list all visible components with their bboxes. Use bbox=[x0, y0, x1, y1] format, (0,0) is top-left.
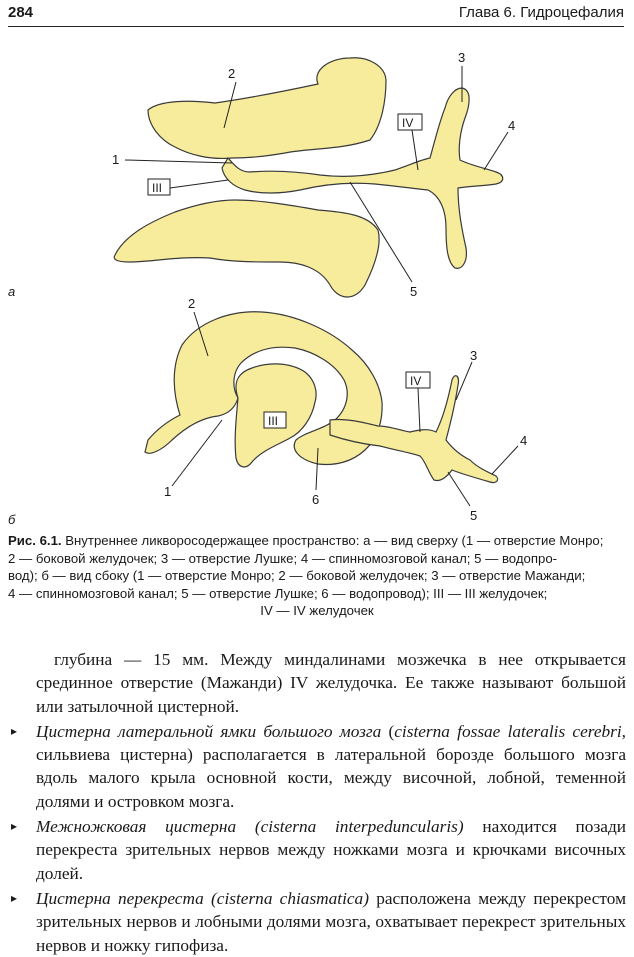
bullet-1-open: ( bbox=[381, 721, 395, 741]
leader-bIV bbox=[418, 388, 420, 432]
caption-line-3: вод); б — вид сбоку (1 — отверстие Монро; 2 — боковой желудочек; 3 — отверстие Мажанди; bbox=[8, 568, 586, 584]
panel-a-drawing bbox=[8, 50, 515, 299]
chapter-title: Глава 6. Гидроцефалия bbox=[458, 4, 624, 21]
label-b-4: 4 bbox=[520, 433, 528, 448]
label-a-5: 5 bbox=[410, 284, 418, 299]
header-rule bbox=[8, 26, 624, 27]
body-text bbox=[11, 648, 627, 957]
figure-ventricles bbox=[0, 30, 634, 530]
label-b-1: 1 bbox=[164, 484, 172, 499]
bullet-1-text: , сильвиева цистерна) располагается в латеральной борозде большого мозга вдоль малого крыла основной кости, между височной, лобной, теменной долями и островком мозга. bbox=[36, 721, 626, 811]
label-a-IV: IV bbox=[402, 116, 414, 130]
leader-a4 bbox=[484, 132, 508, 170]
bullet-2 bbox=[11, 815, 626, 885]
caption-line-4: 4 — спинномозговой канал; 5 — отверстие Лушке; 6 — водопровод); III — III желудочек; bbox=[8, 585, 548, 601]
label-a-4: 4 bbox=[508, 118, 516, 133]
label-b-2: 2 bbox=[188, 296, 196, 311]
leader-b4 bbox=[492, 446, 518, 474]
caption-line-2: 2 — боковой желудочек; 3 — отверстие Лушке; 4 — спинномозговой канал; 5 — водопро- bbox=[8, 550, 558, 566]
bullet-marker-icon: ▸ bbox=[11, 890, 18, 905]
bullet-2-text: находится позади перекреста зрительных нервов между ножками мозга и крючками височных долей. bbox=[36, 817, 626, 883]
page-number: 284 bbox=[8, 4, 34, 21]
label-b-III: III bbox=[268, 414, 279, 428]
bullet-marker-icon: ▸ bbox=[11, 723, 18, 738]
bullet-1-latin: cisterna fossae lateralis cerebri bbox=[394, 721, 622, 741]
label-a-2: 2 bbox=[228, 66, 236, 81]
lateral-ventricle-upper bbox=[148, 58, 386, 159]
panel-b-drawing bbox=[8, 296, 527, 527]
label-b-5: 5 bbox=[470, 508, 478, 523]
leader-aIII bbox=[170, 180, 228, 188]
bullet-3 bbox=[11, 887, 627, 957]
paragraph-1: глубина — 15 мм. Между миндалинами мозжечка в нее открывается срединное отверстие (Мажанди) IV желудочка. Ее также называют большой или затылочной цистерной. bbox=[36, 650, 626, 716]
bullet-marker-icon: ▸ bbox=[11, 819, 18, 834]
bullet-1 bbox=[11, 720, 626, 813]
label-b-6: 6 bbox=[312, 492, 320, 507]
leader-a1 bbox=[125, 160, 232, 163]
label-b-IV: IV bbox=[410, 374, 422, 388]
label-a-III: III bbox=[152, 181, 163, 195]
lateral-ventricle-lower bbox=[114, 200, 379, 297]
bullet-2-term: Межножковая цистерна (cisterna interpeduncularis) bbox=[36, 817, 464, 837]
panel-b-letter: б bbox=[8, 512, 16, 527]
bullet-3-term: Цистерна перекреста (cisterna chiasmatica) bbox=[36, 888, 369, 908]
figure-caption bbox=[8, 532, 626, 620]
label-a-3: 3 bbox=[458, 50, 466, 65]
bullet-3-text: расположена между перекрестом зрительных нервов и лобными долями мозга, охватывает перекрест зрительных нервов и ножку гипофиза. bbox=[36, 888, 627, 955]
caption-label: Рис. 6.1. bbox=[8, 533, 62, 548]
label-b-3: 3 bbox=[470, 348, 478, 363]
caption-line-1: Внутреннее ликворосодержащее пространство: а — вид сверху (1 — отверстие Монро; bbox=[61, 533, 604, 548]
bullet-1-term: Цистерна латеральной ямки большого мозга bbox=[36, 721, 382, 741]
label-a-1: 1 bbox=[112, 152, 120, 167]
leader-b5 bbox=[448, 472, 470, 506]
caption-line-5: IV — IV желудочек bbox=[260, 603, 374, 619]
panel-a-letter: а bbox=[8, 284, 16, 299]
